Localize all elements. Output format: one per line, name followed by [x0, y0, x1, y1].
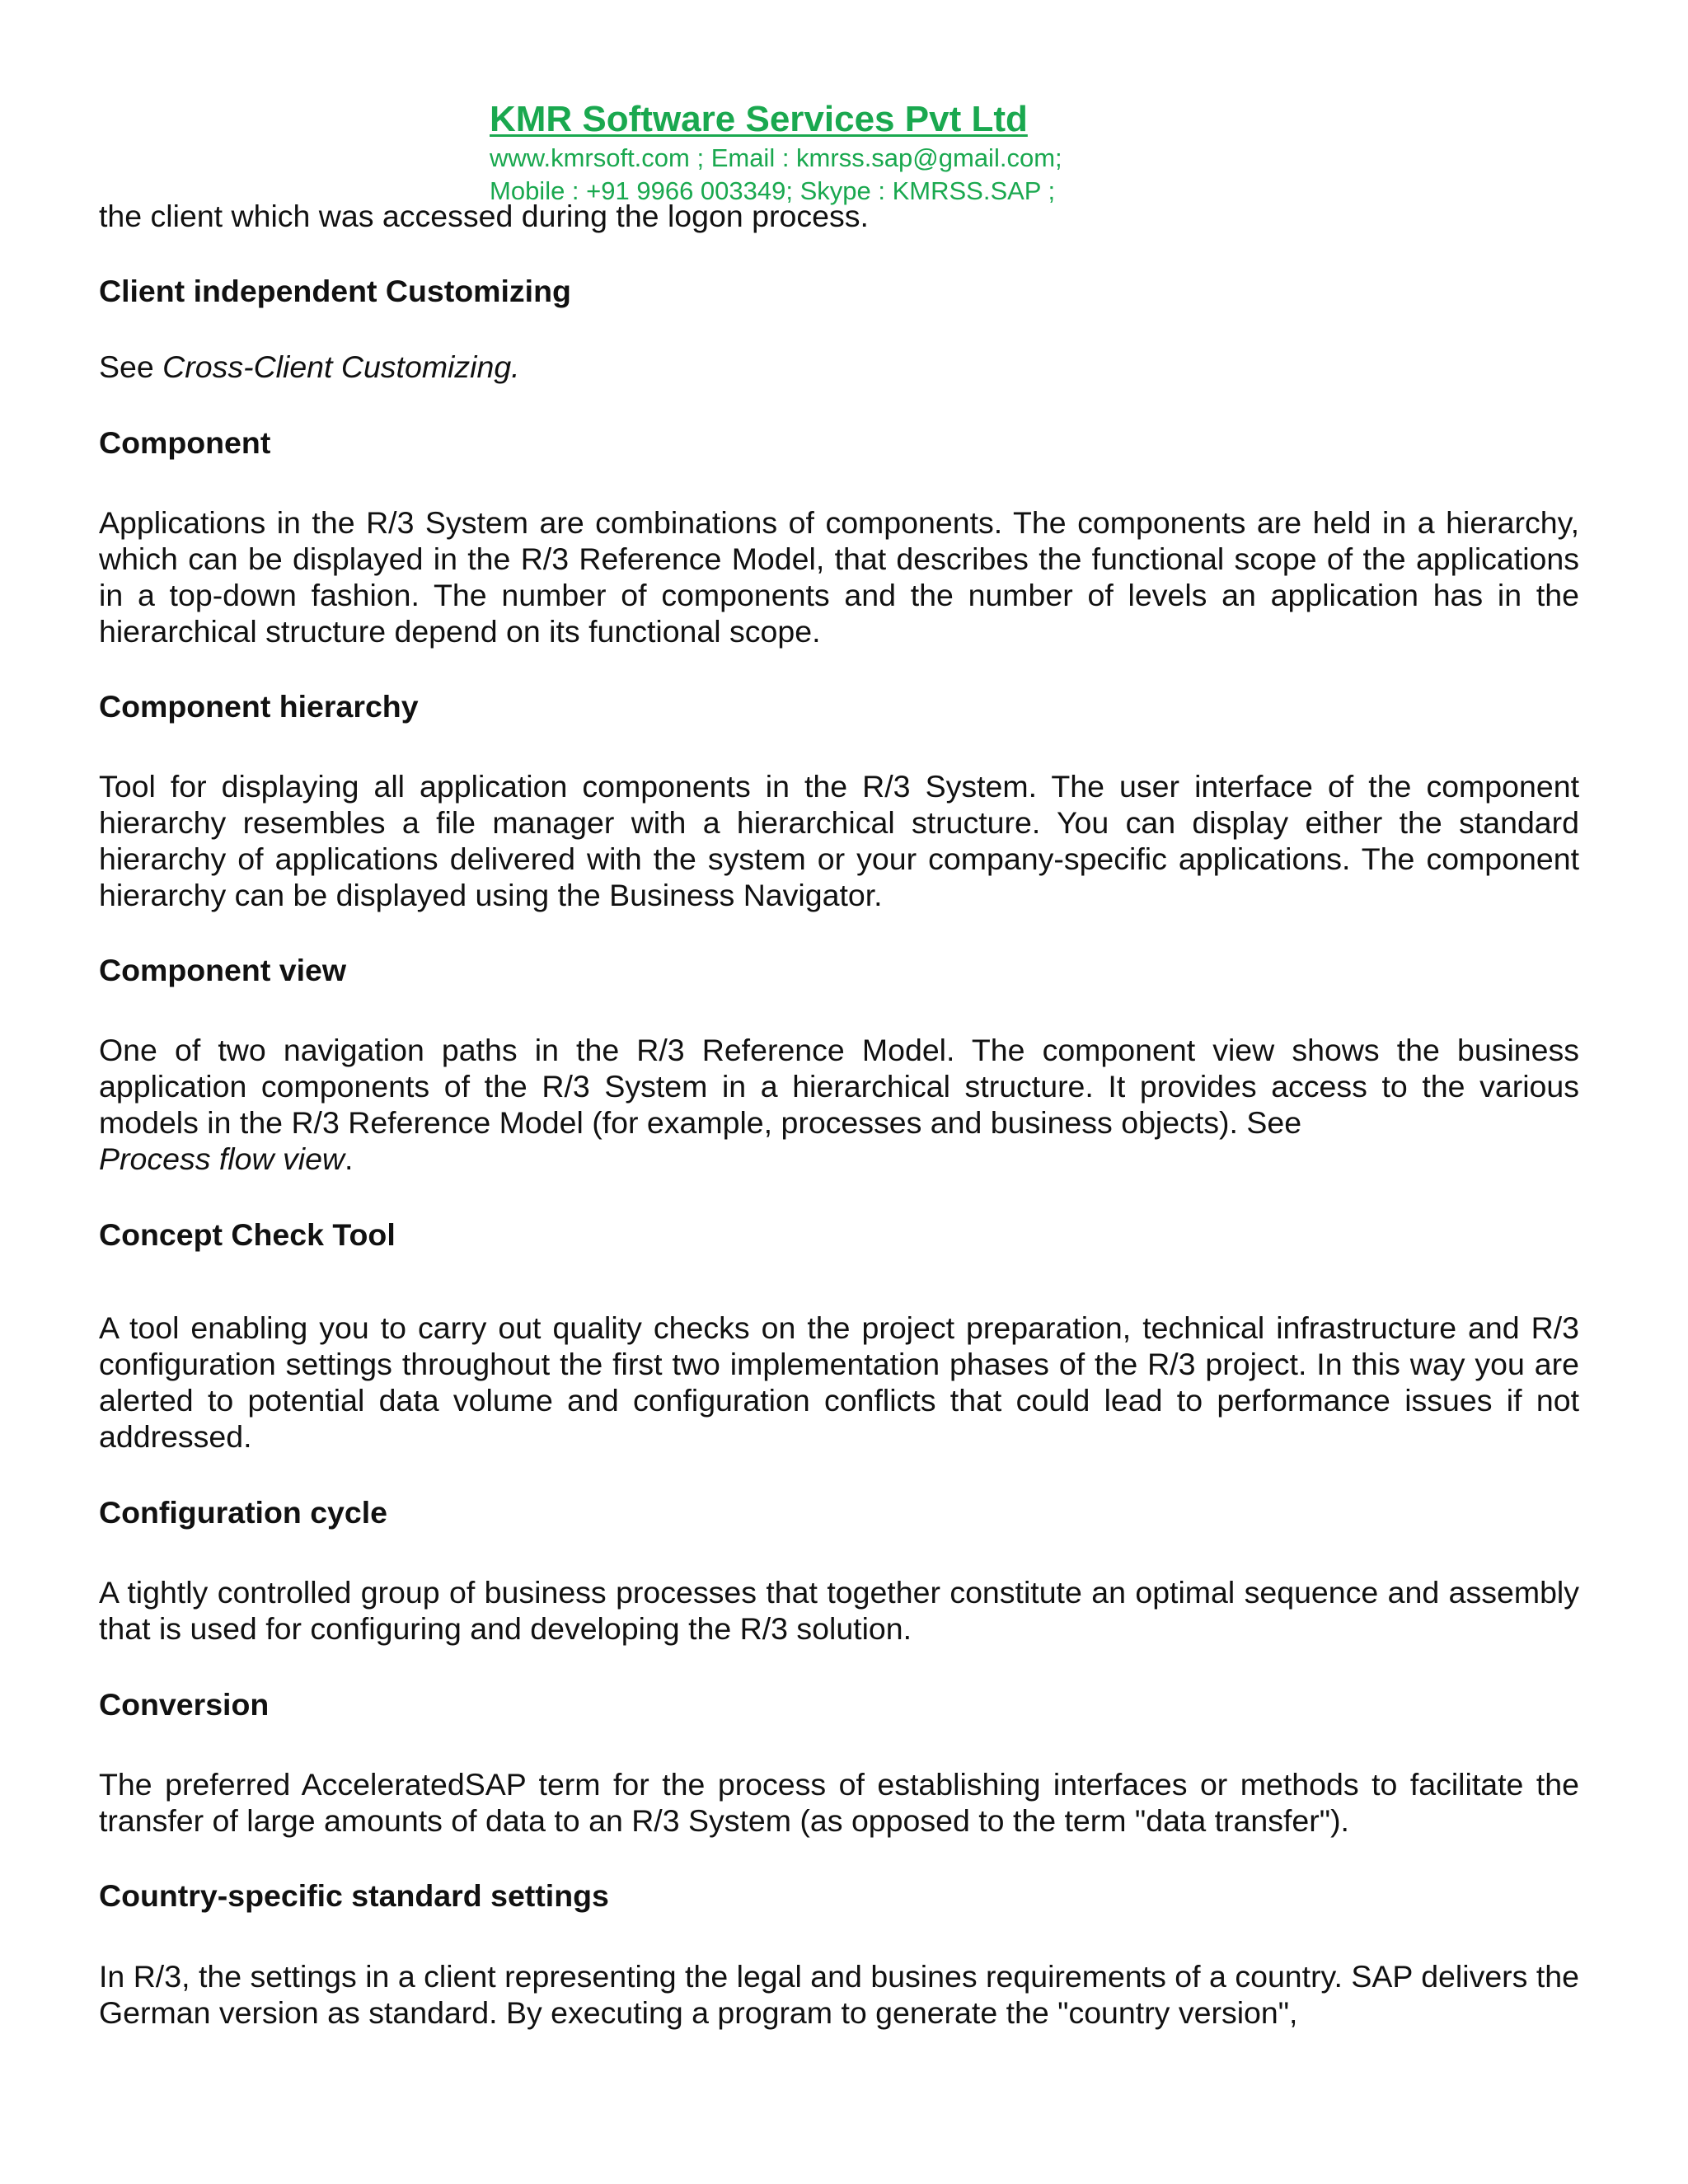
page-header [490, 97, 1231, 208]
company-name: KMR Software Services Pvt Ltd [490, 99, 1028, 139]
term-concept-check-tool: Concept Check Tool [99, 1217, 396, 1252]
see-suffix: . [345, 1141, 354, 1176]
definition-component-hierarchy: Tool for displaying all application components in the R/3 System. The user interface of the component hierarchy resembles a file manager with a hierarchical structure. You can display either the standard hierarchy of applications delivered with the system or your company-specific applications. The component hierarchy can be displayed using the Business Navigator. [99, 769, 1579, 912]
contact-line-web-email: www.kmrsoft.com ; Email : kmrss.sap@gmail.com; [490, 143, 1062, 172]
term-conversion: Conversion [99, 1687, 270, 1722]
definition-client-independent-customizing [99, 349, 1579, 385]
definition-country-specific-standard-settings: In R/3, the settings in a client representing the legal and busines requirements of a country. SAP delivers the German version as standard. By executing a program to generate the "country version", [99, 1959, 1579, 2030]
see-reference: Cross-Client Customizing. [162, 349, 520, 384]
term-client-independent-customizing: Client independent Customizing [99, 274, 571, 308]
intro-text: the client which was accessed during the logon process. [99, 199, 869, 233]
definition-component-view [99, 1032, 1579, 1177]
definition-component: Applications in the R/3 System are combinations of components. The components are held in a hierarchy, which can be displayed in the R/3 Reference Model, that describes the functional scope of the applications in a top-down fashion. The number of components and the number of levels an application has in the hierarchical structure depend on its functional scope. [99, 505, 1579, 649]
term-configuration-cycle: Configuration cycle [99, 1495, 388, 1530]
see-prefix: See [99, 349, 163, 384]
definition-text: One of two navigation paths in the R/3 Reference Model. The component view shows the business application components of the R/3 System in a hierarchical structure. It provides access to the various models in the R/3 Reference Model (for example, processes and business objects). See [99, 1033, 1579, 1140]
term-country-specific-standard-settings: Country-specific standard settings [99, 1878, 609, 1913]
contact-line-phone-skype: Mobile : +91 9966 003349; Skype : KMRSS.SAP ; [490, 176, 1056, 205]
definition-concept-check-tool: A tool enabling you to carry out quality checks on the project preparation, technical infrastructure and R/3 configuration settings throughout the first two implementation phases of the R/3 project. In this way you are alerted to potential data volume and configuration conflicts that could lead to performance issues if not addressed. [99, 1310, 1579, 1454]
term-component-hierarchy: Component hierarchy [99, 689, 419, 724]
definition-configuration-cycle: A tightly controlled group of business processes that together constitute an optimal sequence and assembly that is used for configuring and developing the R/3 solution. [99, 1575, 1579, 1646]
term-component: Component [99, 425, 271, 460]
definition-conversion: The preferred AcceleratedSAP term for the process of establishing interfaces or methods to facilitate the transfer of large amounts of data to an R/3 System (as opposed to the term "data transfer"). [99, 1767, 1579, 1838]
term-component-view: Component view [99, 953, 347, 987]
glossary-content [99, 198, 1579, 2031]
see-reference: Process flow view [99, 1141, 345, 1176]
